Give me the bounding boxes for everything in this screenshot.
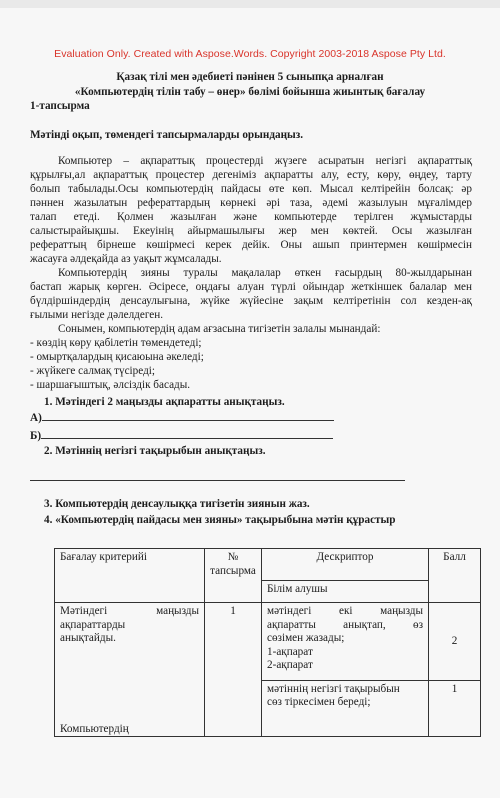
paragraph1-line: құрылғы,ал ақпараттық процестер дегеніміз ақпаратты алу, есту, көру, өңдеу, тарту: [30, 169, 472, 181]
paragraph3: Сонымен, компьютердің адам ағзасына тигізетін залалы мынандай:: [58, 323, 381, 335]
paragraph1-line: болып табылады.Осы компьютердің пайдасы өте көп. Мысал келтірейін болсақ: әр: [30, 183, 472, 195]
question-3: 3. Компьютердің денсаулыққа тигізетін зиянын жаз.: [44, 498, 310, 510]
criteria-next: Компьютердің: [60, 722, 129, 735]
answer-b-line: [41, 429, 333, 439]
effect-item: - көздің көру қабілетін төмендетеді;: [30, 337, 202, 349]
paragraph2-line: бастап жарық көрген. Әсіресе, оңдағы алуан түрлі ойындар жеткіншек балалар мен: [30, 281, 472, 293]
document-title-line-1: Қазақ тілі мен әдебиеті пәнінен 5 сыныпқа арналған: [116, 71, 384, 83]
header-descriptor: Дескриптор: [262, 549, 429, 581]
paragraph2-line: ғылыми негізде дәлелдеген.: [30, 309, 164, 321]
answer-b-label: Б): [30, 430, 42, 442]
effect-item: - омыртқалардың қисаюына әкеледі;: [30, 351, 204, 363]
paragraph1-line: пәннен жазылатын рефераттардың көрнекі әрі таза, әдемі жазылуын мұғалімдер: [30, 197, 472, 209]
task-number-cell: 1: [205, 603, 262, 737]
effect-item: - шаршағыштық, әлсіздік басады.: [30, 379, 191, 391]
descriptor-cell-2: мәтіннің негізгі тақырыбын сөз тіркесімен береді;: [262, 680, 429, 736]
answer-2-line: [30, 480, 405, 481]
paragraph2-line: Компьютердің зияны туралы мақалалар өткен ғасырдың 80-жылдарынан: [58, 267, 472, 279]
effect-item: - жүйкеге салмақ түсіреді;: [30, 365, 155, 377]
paragraph1-line: салыстырайықшы. Екеуінің айырмашылығы жер мен көктей. Осы жазылған: [30, 225, 472, 237]
score-cell-1: 2: [429, 603, 481, 681]
criteria-cell: [55, 603, 205, 737]
header-score: Балл: [429, 549, 481, 603]
answer-a-row: [30, 411, 334, 425]
paragraph1-line: жасауға әлдеқайда аз уақыт жұмсалады.: [30, 253, 222, 265]
instruction: Мәтінді оқып, төмендегі тапсырмаларды орындаңыз.: [30, 129, 304, 141]
question-4: 4. «Компьютердің пайдасы мен зияны» тақырыбына мәтін құрастыр: [44, 514, 396, 526]
question-2: 2. Мәтіннің негізгі тақырыбын анықтаңыз.: [44, 445, 266, 457]
descriptor-cell-1: мәтіндегі екі маңызды ақпаратты анықтап, өз сөзімен жазады; 1-ақпарат 2-ақпарат: [262, 603, 429, 681]
header-student: Білім алушы: [262, 581, 429, 603]
criteria-line: анықтайды.: [60, 632, 116, 644]
document-title-line-2: «Компьютердің тілін табу – өнер» бөлімі бойынша жиынтық бағалау: [74, 86, 426, 98]
assessment-table: [54, 548, 481, 737]
header-task-number: № тапсырма: [205, 549, 262, 603]
question-1: 1. Мәтіндегі 2 маңызды ақпаратты анықтаңыз.: [44, 396, 285, 408]
task-label: 1-тапсырма: [30, 100, 90, 112]
paragraph1-line: рефераттың бірнеше көшірмесі керек дейік. Оны ашып принтермен көшірмесін: [30, 239, 472, 251]
paragraph2-line: бүлдіршіндердің денсаулығына, жүйке жүйесіне зақым келтіретінін сол кезден-ақ: [30, 295, 472, 307]
top-strip: [0, 0, 500, 8]
header-criteria: Бағалау критерийі: [55, 549, 205, 603]
criteria-line: ақпараттарды: [60, 618, 126, 631]
answer-a-line: [42, 411, 334, 421]
paragraph1-line: талап етеді. Қолмен жазылған және компьютерде терілген жұмыстарды: [30, 211, 472, 223]
evaluation-watermark: Evaluation Only. Created with Aspose.Words. Copyright 2003-2018 Aspose Pty Ltd.: [54, 48, 446, 60]
score-cell-2: 1: [429, 680, 481, 736]
paragraph1-line: Компьютер – ақпараттық процестерді жүзеге асыратын негізгі ақпараттық: [58, 155, 472, 167]
criteria-line: Мәтіндегі маңызды: [60, 605, 199, 617]
answer-b-row: [30, 429, 333, 443]
answer-a-label: А): [30, 412, 42, 424]
